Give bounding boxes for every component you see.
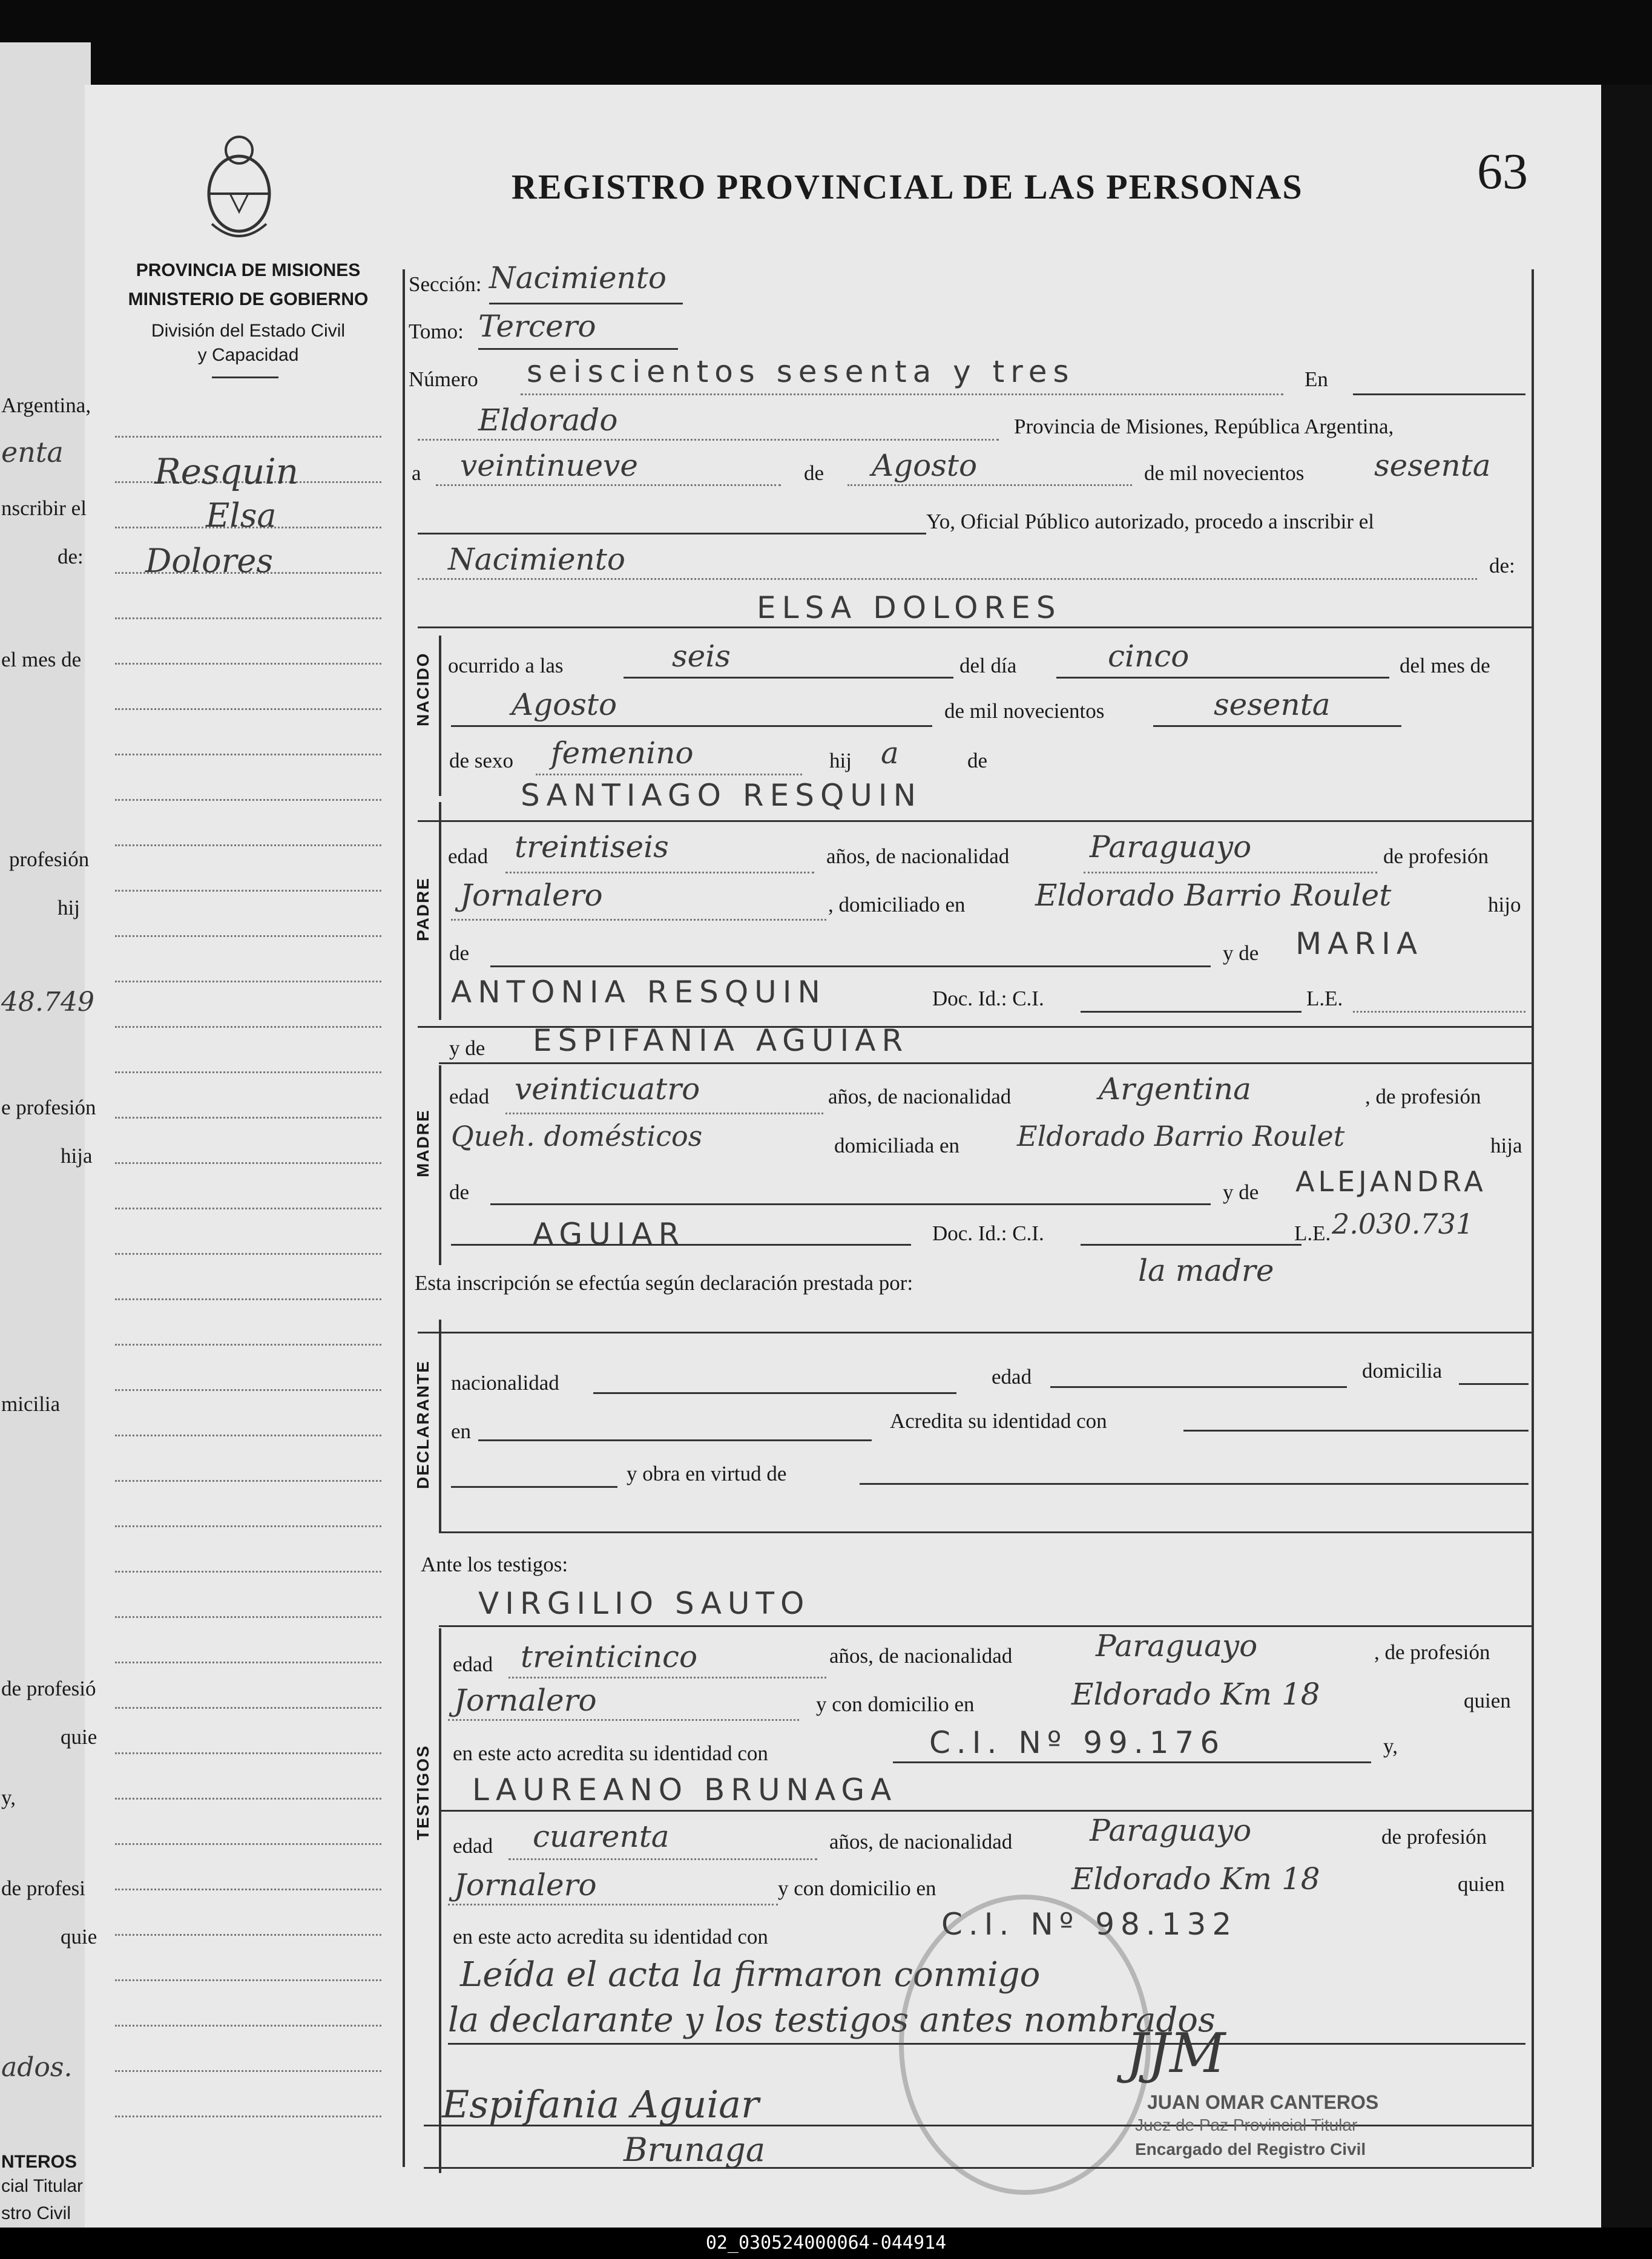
margin-ruled-line [115,1208,381,1209]
t2-edad-underline [508,1858,817,1860]
a-label: a [412,461,421,485]
madre-edad-underline [505,1113,823,1114]
testigos-label: TESTIGOS [413,1744,432,1840]
anio-value: sesenta [1214,687,1331,722]
prev-fragment: de profesi [1,1876,85,1900]
month-underline [847,484,1132,486]
t2-quien: quien [1458,1872,1505,1896]
margin-ruled-line [115,1934,381,1936]
dia-value: cinco [1108,639,1190,674]
sexo-underline [536,774,802,775]
mil-label: de mil novecientos [944,699,1105,723]
declarante-nac-underline [593,1392,956,1394]
madre-doc-label: Doc. Id.: C.I. [932,1222,1044,1245]
prev-fragment: NTEROS [1,2152,77,2172]
t1-dom: Eldorado Km 18 [1071,1677,1320,1712]
madre-name: ESPIFANIA AGUIAR [533,1023,909,1058]
prev-fragment: e profesión [1,1096,96,1119]
margin-ruled-line [115,1889,381,1890]
padre-hijo-label: hijo [1488,893,1521,916]
declarante-nac-label: nacionalidad [451,1371,559,1395]
madre-madre-underline [451,1244,911,1246]
hij-value: a [881,735,899,771]
margin-ruled-line [115,1298,381,1300]
hij-label: hij [829,749,852,772]
margin-ruled-line [115,1026,381,1028]
scan-id-footer: 02_030524000064-044914 [0,2228,1652,2259]
prev-fragment: profesión [9,847,90,871]
padre-bracket [439,802,441,1020]
margin-ruled-line [115,1071,381,1073]
prev-fragment: enta [1,436,64,469]
declarante-en-label: en [451,1419,472,1443]
margin-ruled-line [115,1662,381,1663]
name-value: ELSA DOLORES [757,590,1062,625]
official-title-1: Juez de Paz Provincial Titular [1135,2116,1358,2134]
declarante-obra-label: y obra en virtud de [627,1462,787,1485]
margin-ruled-line [115,1253,381,1255]
declarante-edad-underline [1050,1386,1347,1388]
margin-ruled-line [115,799,381,801]
padre-name: SANTIAGO RESQUIN [521,778,923,813]
margin-ruled-line [115,1525,381,1527]
margin-ruled-line [115,617,381,619]
prev-fragment: nscribir el [1,496,87,520]
t1-prof: Jornalero [454,1683,597,1718]
margin-given-1: Elsa [206,496,277,534]
declaracion-value: la madre [1138,1253,1274,1288]
hour-underline [624,677,953,679]
sexo-label: de sexo [449,749,513,772]
numero-value: seiscientos sesenta y tres [527,354,1075,389]
section-divider [439,1625,1532,1627]
padre-le-label: L.E. [1306,987,1343,1010]
madre-edad: veinticuatro [515,1071,700,1106]
nacido-label: NACIDO [413,652,432,726]
margin-ruled-line [115,1344,381,1346]
margin-ruled-line [115,1843,381,1845]
t2-prof: Jornalero [454,1867,597,1902]
madre-madre: ALEJANDRA [1295,1165,1487,1198]
prev-fragment: de profesió [1,1677,96,1700]
padre-prof-underline [451,919,826,921]
province-text: Provincia de Misiones, República Argentina, [1014,415,1394,438]
en-underline [1353,393,1525,395]
seccion-underline [489,303,683,304]
de-colon-label: de: [1489,554,1515,577]
t1-acr: C.I. Nº 99.176 [929,1725,1226,1760]
prev-fragment: y, [1,1786,16,1809]
section-divider [418,626,1532,628]
seccion-label: Sección: [409,272,482,296]
acto-underline [418,578,1477,580]
padre-edad: treintiseis [515,829,669,864]
padre-nac: Paraguayo [1090,829,1252,864]
declarante-obra-underline [860,1483,1529,1485]
ministry-heading: MINISTERIO DE GOBIERNO [128,289,369,309]
t1-dom-label: y con domicilio en [816,1692,975,1716]
madre-yde-label: y de [449,1036,485,1060]
right-rule [1532,269,1534,2167]
declarante-en-underline [478,1439,872,1441]
dia-underline [1056,677,1389,679]
signature-line-2 [424,2167,1532,2169]
seccion-value: Nacimiento [489,260,666,295]
margin-ruled-line [115,436,381,438]
division-heading-2: y Capacidad [197,345,299,365]
t2-acr: C.I. Nº 98.132 [941,1907,1238,1942]
year-text: de mil novecientos [1144,461,1305,485]
sexo-value: femenino [551,735,694,771]
signature-testigo: Brunaga [624,2131,766,2169]
t2-dom-label: y con domicilio en [778,1876,936,1900]
mes-underline [451,725,932,727]
oficial-text: Yo, Oficial Público autorizado, procedo a inscribir el [926,510,1375,533]
t1-edad-label: edad [453,1652,493,1676]
t2-dom: Eldorado Km 18 [1071,1861,1320,1896]
de-label: de [967,749,988,772]
ocurrido-label: ocurrido a las [448,654,564,677]
tomo-underline [478,348,678,350]
page-number: 63 [1477,143,1528,200]
margin-ruled-line [115,1435,381,1436]
margin-rule [403,269,405,2167]
testigo-1-name: VIRGILIO SAUTO [478,1586,811,1621]
section-divider [439,1810,1532,1812]
padre-prof: Jornalero [460,878,603,913]
prev-fragment: cial Titular [1,2176,84,2196]
numero-underline [521,393,1283,395]
closing-line-1: Leída el acta la firmaron conmigo [460,1955,1041,1994]
declarante-blank-underline [451,1486,617,1488]
t1-nac-label: años, de nacionalidad [829,1644,1013,1668]
acto-value: Nacimiento [448,542,625,577]
t1-prof-underline [448,1719,799,1721]
prev-fragment: hija [61,1144,93,1168]
del-dia-label: del día [959,654,1017,677]
declaracion-text: Esta inscripción se efectúa según declaración prestada por: [415,1271,913,1295]
margin-ruled-line [115,1707,381,1709]
margin-ruled-line [115,1389,381,1391]
t2-nac: Paraguayo [1090,1813,1252,1848]
madre-le-label: L.E. [1294,1222,1331,1245]
prev-fragment: hij [58,896,80,919]
margin-ruled-line [115,981,381,982]
en-label: En [1305,367,1328,391]
margin-ruled-line [115,2070,381,2072]
madre-prof: Queh. domésticos [451,1120,703,1153]
prev-fragment: 48.749 [1,987,94,1018]
madre-bracket [439,1065,441,1265]
prev-fragment: quie [61,1925,97,1948]
day-value: veintinueve [460,448,638,483]
madre-dom: Eldorado Barrio Roulet [1017,1120,1345,1153]
declarante-label: DECLARANTE [413,1360,432,1489]
declarante-acredita-label: Acredita su identidad con [890,1409,1107,1433]
padre-nac-underline [1084,872,1377,873]
padre-label: PADRE [413,877,432,941]
prev-fragment: de: [58,545,84,568]
madre-le-value: 2.030.731 [1332,1208,1474,1240]
section-divider [439,1062,1532,1064]
madre-edad-label: edad [449,1085,490,1108]
t1-y: y, [1383,1734,1398,1758]
margin-ruled-line [115,1480,381,1482]
padre-doc-label: Doc. Id.: C.I. [932,987,1044,1010]
declarante-dom-label: domicilia [1362,1359,1443,1383]
madre-label: MADRE [413,1109,432,1177]
section-divider [418,1332,1532,1333]
testigo-2-name: LAUREANO BRUNAGA [472,1772,898,1807]
madre-hija-label: hija [1490,1134,1522,1157]
prev-fragment: el mes de [1,648,82,671]
official-name: JUAN OMAR CANTEROS [1147,2091,1379,2113]
padre-madre-2: ANTONIA RESQUIN [451,975,826,1010]
t1-quien: quien [1464,1689,1511,1712]
padre-edad-underline [505,872,814,873]
margin-ruled-line [115,754,381,755]
madre-de-label: de [449,1180,470,1204]
signature-declarante: Espifania Aguiar [442,2082,759,2126]
anio-underline [1153,725,1401,727]
margin-given-2: Dolores [145,542,274,580]
section-divider [418,820,1532,822]
padre-ci-underline [1081,1011,1302,1013]
coat-of-arms-icon [194,127,285,248]
margin-ruled-line [115,708,381,710]
margin-surname: Resquin [154,451,299,492]
margin-ruled-line [115,2116,381,2117]
padre-yde-label: y de [1223,941,1259,965]
t1-nac: Paraguayo [1096,1628,1258,1663]
prev-fragment: ados. [1,2052,73,2083]
margin-ruled-line [115,1798,381,1800]
division-heading: División del Estado Civil [151,321,346,341]
margin-ruled-line [115,1162,381,1164]
margin-ruled-line [115,1979,381,1981]
t2-prof-label: de profesión [1381,1825,1487,1849]
madre-nac-label: años, de nacionalidad [828,1085,1012,1108]
signature-official: JJM [1126,2022,1226,2085]
signature-line-1 [424,2125,1532,2126]
t1-prof-label: , de profesión [1374,1640,1490,1664]
t2-prof-underline [448,1904,778,1906]
t2-acr-label: en este acto acredita su identidad con [453,1925,768,1948]
padre-nac-label: años, de nacionalidad [826,844,1010,868]
divider [212,376,278,378]
t2-nac-label: años, de nacionalidad [829,1830,1013,1853]
year-value: sesenta [1374,448,1491,483]
del-mes-label: del mes de [1400,654,1490,677]
place-underline [418,439,999,441]
official-title-2: Encargado del Registro Civil [1135,2140,1366,2159]
official-seal-icon [899,1895,1151,2195]
declarante-acredita-underline [1183,1430,1529,1432]
padre-madre: MARIA [1295,926,1424,961]
margin-ruled-line [115,1571,381,1573]
ante-testigos-label: Ante los testigos: [421,1553,568,1576]
margin-ruled-line [115,1616,381,1618]
blank-line [418,533,926,534]
padre-edad-label: edad [448,844,489,868]
closing-line-2: la declarante y los testigos antes nombrados [448,2001,1216,2040]
testigos-bracket [439,1628,441,2173]
t2-edad-label: edad [453,1834,493,1858]
nacido-bracket [439,636,441,796]
madre-nac: Argentina [1099,1071,1251,1106]
declarante-edad-label: edad [992,1365,1032,1389]
page-title: REGISTRO PROVINCIAL DE LAS PERSONAS [512,167,1303,206]
tomo-value: Tercero [478,309,596,344]
tomo-label: Tomo: [409,320,464,343]
padre-dom: Eldorado Barrio Roulet [1035,878,1392,913]
numero-label: Número [409,367,478,391]
book-spine [0,0,1652,85]
day-underline [436,484,781,486]
padre-prof-label: de profesión [1383,844,1489,868]
prev-fragment: quie [61,1725,97,1749]
declarante-dom-underline [1459,1383,1529,1385]
declarante-bracket [439,1320,441,1531]
hour-value: seis [672,639,731,674]
province-heading: PROVINCIA DE MISIONES [136,260,361,280]
madre-dom-label: domiciliada en [834,1134,960,1157]
prev-fragment: Argentina, [1,393,91,417]
margin-ruled-line [115,1117,381,1119]
margin-ruled-line [115,2025,381,2027]
t1-acr-label: en este acto acredita su identidad con [453,1741,768,1765]
prev-fragment: stro Civil [1,2203,71,2223]
madre-abuelo-underline [490,1203,1211,1205]
month-value: Agosto [872,448,978,483]
margin-ruled-line [115,844,381,846]
margin-ruled-line [115,935,381,937]
t1-edad-underline [508,1677,826,1679]
madre-prof-label: , de profesión [1365,1085,1481,1108]
mes-value: Agosto [512,687,617,722]
t1-acr-underline [893,1761,1371,1763]
padre-de-label: de [449,941,470,965]
madre-yde2-label: y de [1223,1180,1259,1204]
prev-fragment: micilia [1,1392,61,1416]
madre-madre-2: AGUIAR [533,1217,686,1252]
madre-ci-underline [1081,1244,1302,1246]
section-divider [439,1531,1532,1533]
padre-abuelo-underline [490,965,1211,967]
previous-page-edge [0,42,91,2240]
t2-edad: cuarenta [533,1819,670,1854]
padre-dom-label: , domiciliado en [828,893,966,916]
padre-le-underline [1353,1011,1525,1013]
margin-ruled-line [115,890,381,892]
margin-ruled-line [115,663,381,665]
place-value: Eldorado [478,403,618,438]
margin-ruled-line [115,1752,381,1754]
de-label: de [804,461,824,485]
t1-edad: treinticinco [521,1639,698,1674]
